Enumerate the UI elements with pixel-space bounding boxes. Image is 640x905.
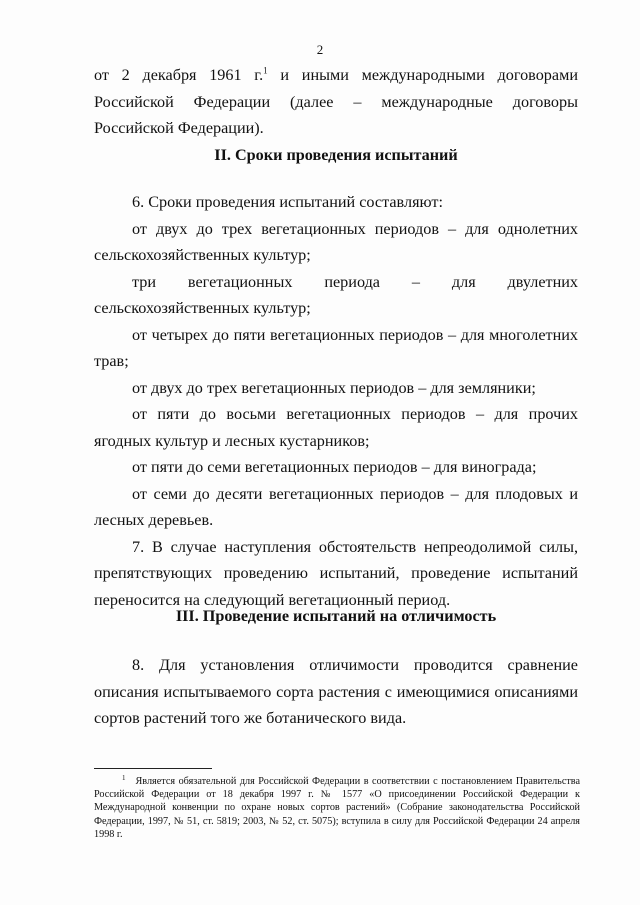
footnote-mark: 1 [122, 773, 126, 782]
footnote-text: Является обязательной для Российской Федерации в соответствии с постановлением Правительства Российской Федерации от 18 декабря 1997 г. № 1577 «О присоединении Российской Федерации к Международной конвенции по охране новых сортов растений» (Собрание законодательства Российской Федерации, 1997, № 51, ст. 5819; 2003, № 52, ст. 5075); вступила в силу для Российской Федерации 24 апреля 1998 г. [94, 776, 580, 840]
period-item-3: от четырех до пяти вегетационных периодов – для многолетних трав; [94, 325, 578, 370]
intro-text [94, 62, 578, 142]
paragraph-7: 7. В случае наступления обстоятельств непреодолимой силы, препятствующих проведению испытаний, проведение испытаний переносится на следующий вегетационный период. [94, 537, 578, 609]
section-3-heading-block [94, 603, 578, 630]
intro-text-rest: и иными международными договорами Российской Федерации (далее – международные договоры Российской Федерации). [94, 66, 578, 137]
footnote-reference: 1 [263, 65, 268, 76]
period-item-4: от двух до трех вегетационных периодов – для земляники; [132, 378, 536, 397]
period-item-7: от семи до десяти вегетационных периодов – для плодовых и лесных деревьев. [94, 484, 578, 529]
period-item-1: от двух до трех вегетационных периодов – для однолетних сельскохозяйственных культур; [94, 219, 578, 264]
footnote-separator [94, 768, 212, 769]
period-item-2: три вегетационных периода – для двулетних сельскохозяйственных культур; [94, 272, 578, 317]
period-item-5: от пяти до восьми вегетационных периодов – для прочих ягодных культур и лесных кустарников; [94, 405, 578, 450]
section-2-heading-block [94, 142, 578, 169]
section-3-heading: III. Проведение испытаний на отличимость [175, 607, 497, 625]
intro-text-start: от 2 декабря 1961 г. [94, 66, 264, 84]
paragraph-8: 8. Для установления отличимости проводится сравнение описания испытываемого сорта растения с имеющимися описаниями сортов растений того же ботанического вида. [94, 656, 578, 727]
page-number: 2 [316, 42, 324, 57]
intro-paragraph [94, 62, 578, 142]
section-3-body [94, 652, 578, 732]
section-2-heading: II. Сроки проведения испытаний [214, 146, 458, 164]
footnote [94, 775, 580, 841]
paragraph-6: 6. Сроки проведения испытаний составляют: [132, 193, 443, 211]
section-2-body [94, 189, 578, 613]
period-item-6: от пяти до семи вегетационных периодов – для винограда; [132, 458, 537, 476]
